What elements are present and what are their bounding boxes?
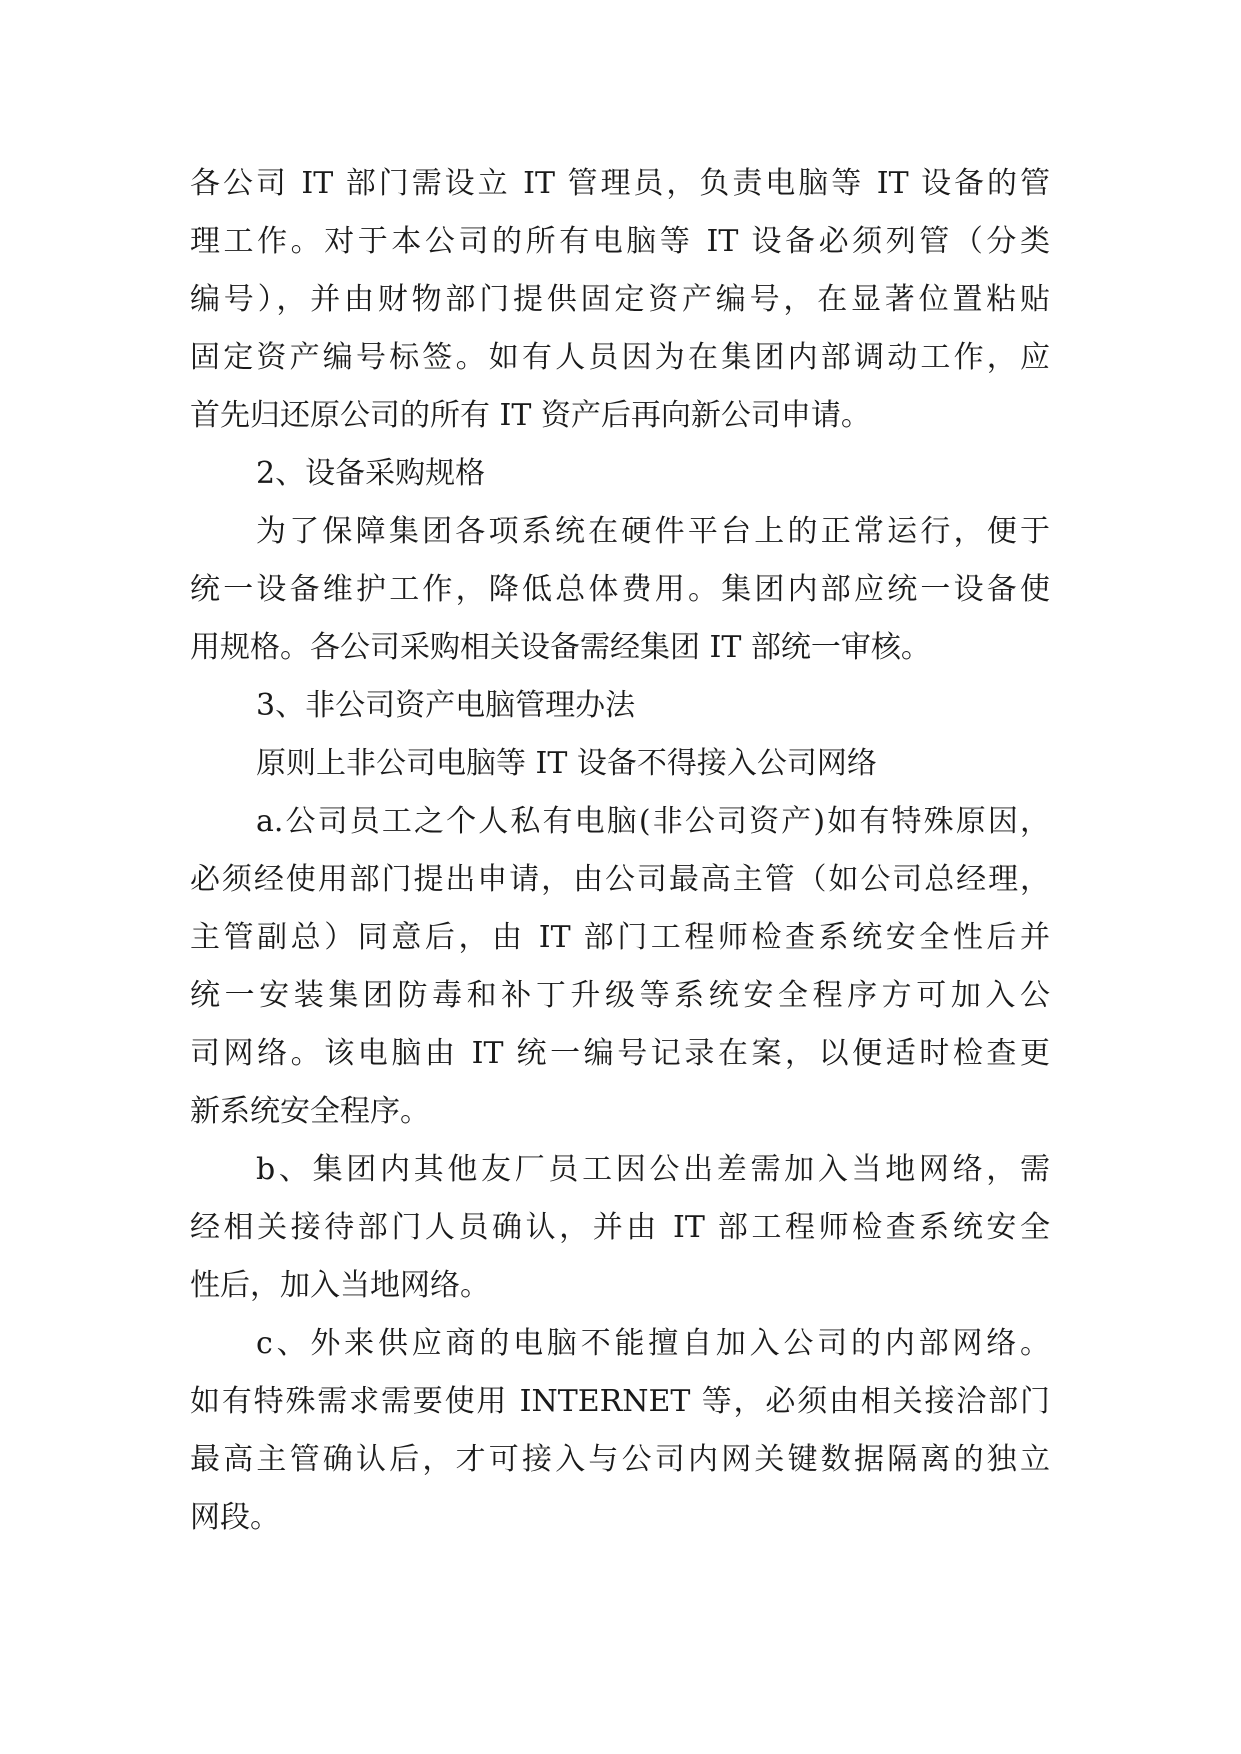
- text-line: 网段。: [190, 1500, 280, 1535]
- text-line: 首先归还原公司的所有 IT 资产后再向新公司申请。: [190, 398, 871, 433]
- text-line: 理工作。对于本公司的所有电脑等 IT 设备必须列管（分类: [190, 224, 1050, 259]
- text-line: 固定资产编号标签。如有人员因为在集团内部调动工作，应: [190, 340, 1050, 375]
- section-heading: 3、非公司资产电脑管理办法: [256, 688, 636, 723]
- text-line: b、集团内其他友厂员工因公出差需加入当地网络，需: [256, 1152, 1050, 1187]
- text-line: 最高主管确认后，才可接入与公司内网关键数据隔离的独立: [190, 1442, 1050, 1477]
- text-line: 如有特殊需求需要使用 INTERNET 等，必须由相关接洽部门: [190, 1384, 1050, 1419]
- text-line: 统一安装集团防毒和补丁升级等系统安全程序方可加入公: [190, 978, 1050, 1013]
- text-line: c、外来供应商的电脑不能擅自加入公司的内部网络。: [256, 1326, 1050, 1361]
- text-line: a.公司员工之个人私有电脑(非公司资产)如有特殊原因，: [256, 804, 1050, 839]
- text-line: 各公司 IT 部门需设立 IT 管理员，负责电脑等 IT 设备的管: [190, 166, 1050, 201]
- text-line: 用规格。各公司采购相关设备需经集团 IT 部统一审核。: [190, 630, 931, 665]
- text-line: 编号），并由财物部门提供固定资产编号，在显著位置粘贴: [190, 282, 1050, 317]
- text-line: 原则上非公司电脑等 IT 设备不得接入公司网络: [256, 746, 877, 781]
- text-line: 司网络。该电脑由 IT 统一编号记录在案，以便适时检查更: [190, 1036, 1050, 1071]
- text-line: 经相关接待部门人员确认，并由 IT 部工程师检查系统安全: [190, 1210, 1050, 1245]
- text-line: 必须经使用部门提出申请，由公司最高主管（如公司总经理，: [190, 862, 1050, 897]
- section-heading: 2、设备采购规格: [256, 456, 486, 491]
- text-line: 统一设备维护工作，降低总体费用。集团内部应统一设备使: [190, 572, 1050, 607]
- text-line: 性后，加入当地网络。: [190, 1268, 490, 1303]
- text-line: 新系统安全程序。: [190, 1094, 430, 1129]
- text-line: 为了保障集团各项系统在硬件平台上的正常运行，便于: [256, 514, 1050, 549]
- text-line: 主管副总）同意后，由 IT 部门工程师检查系统安全性后并: [190, 920, 1050, 955]
